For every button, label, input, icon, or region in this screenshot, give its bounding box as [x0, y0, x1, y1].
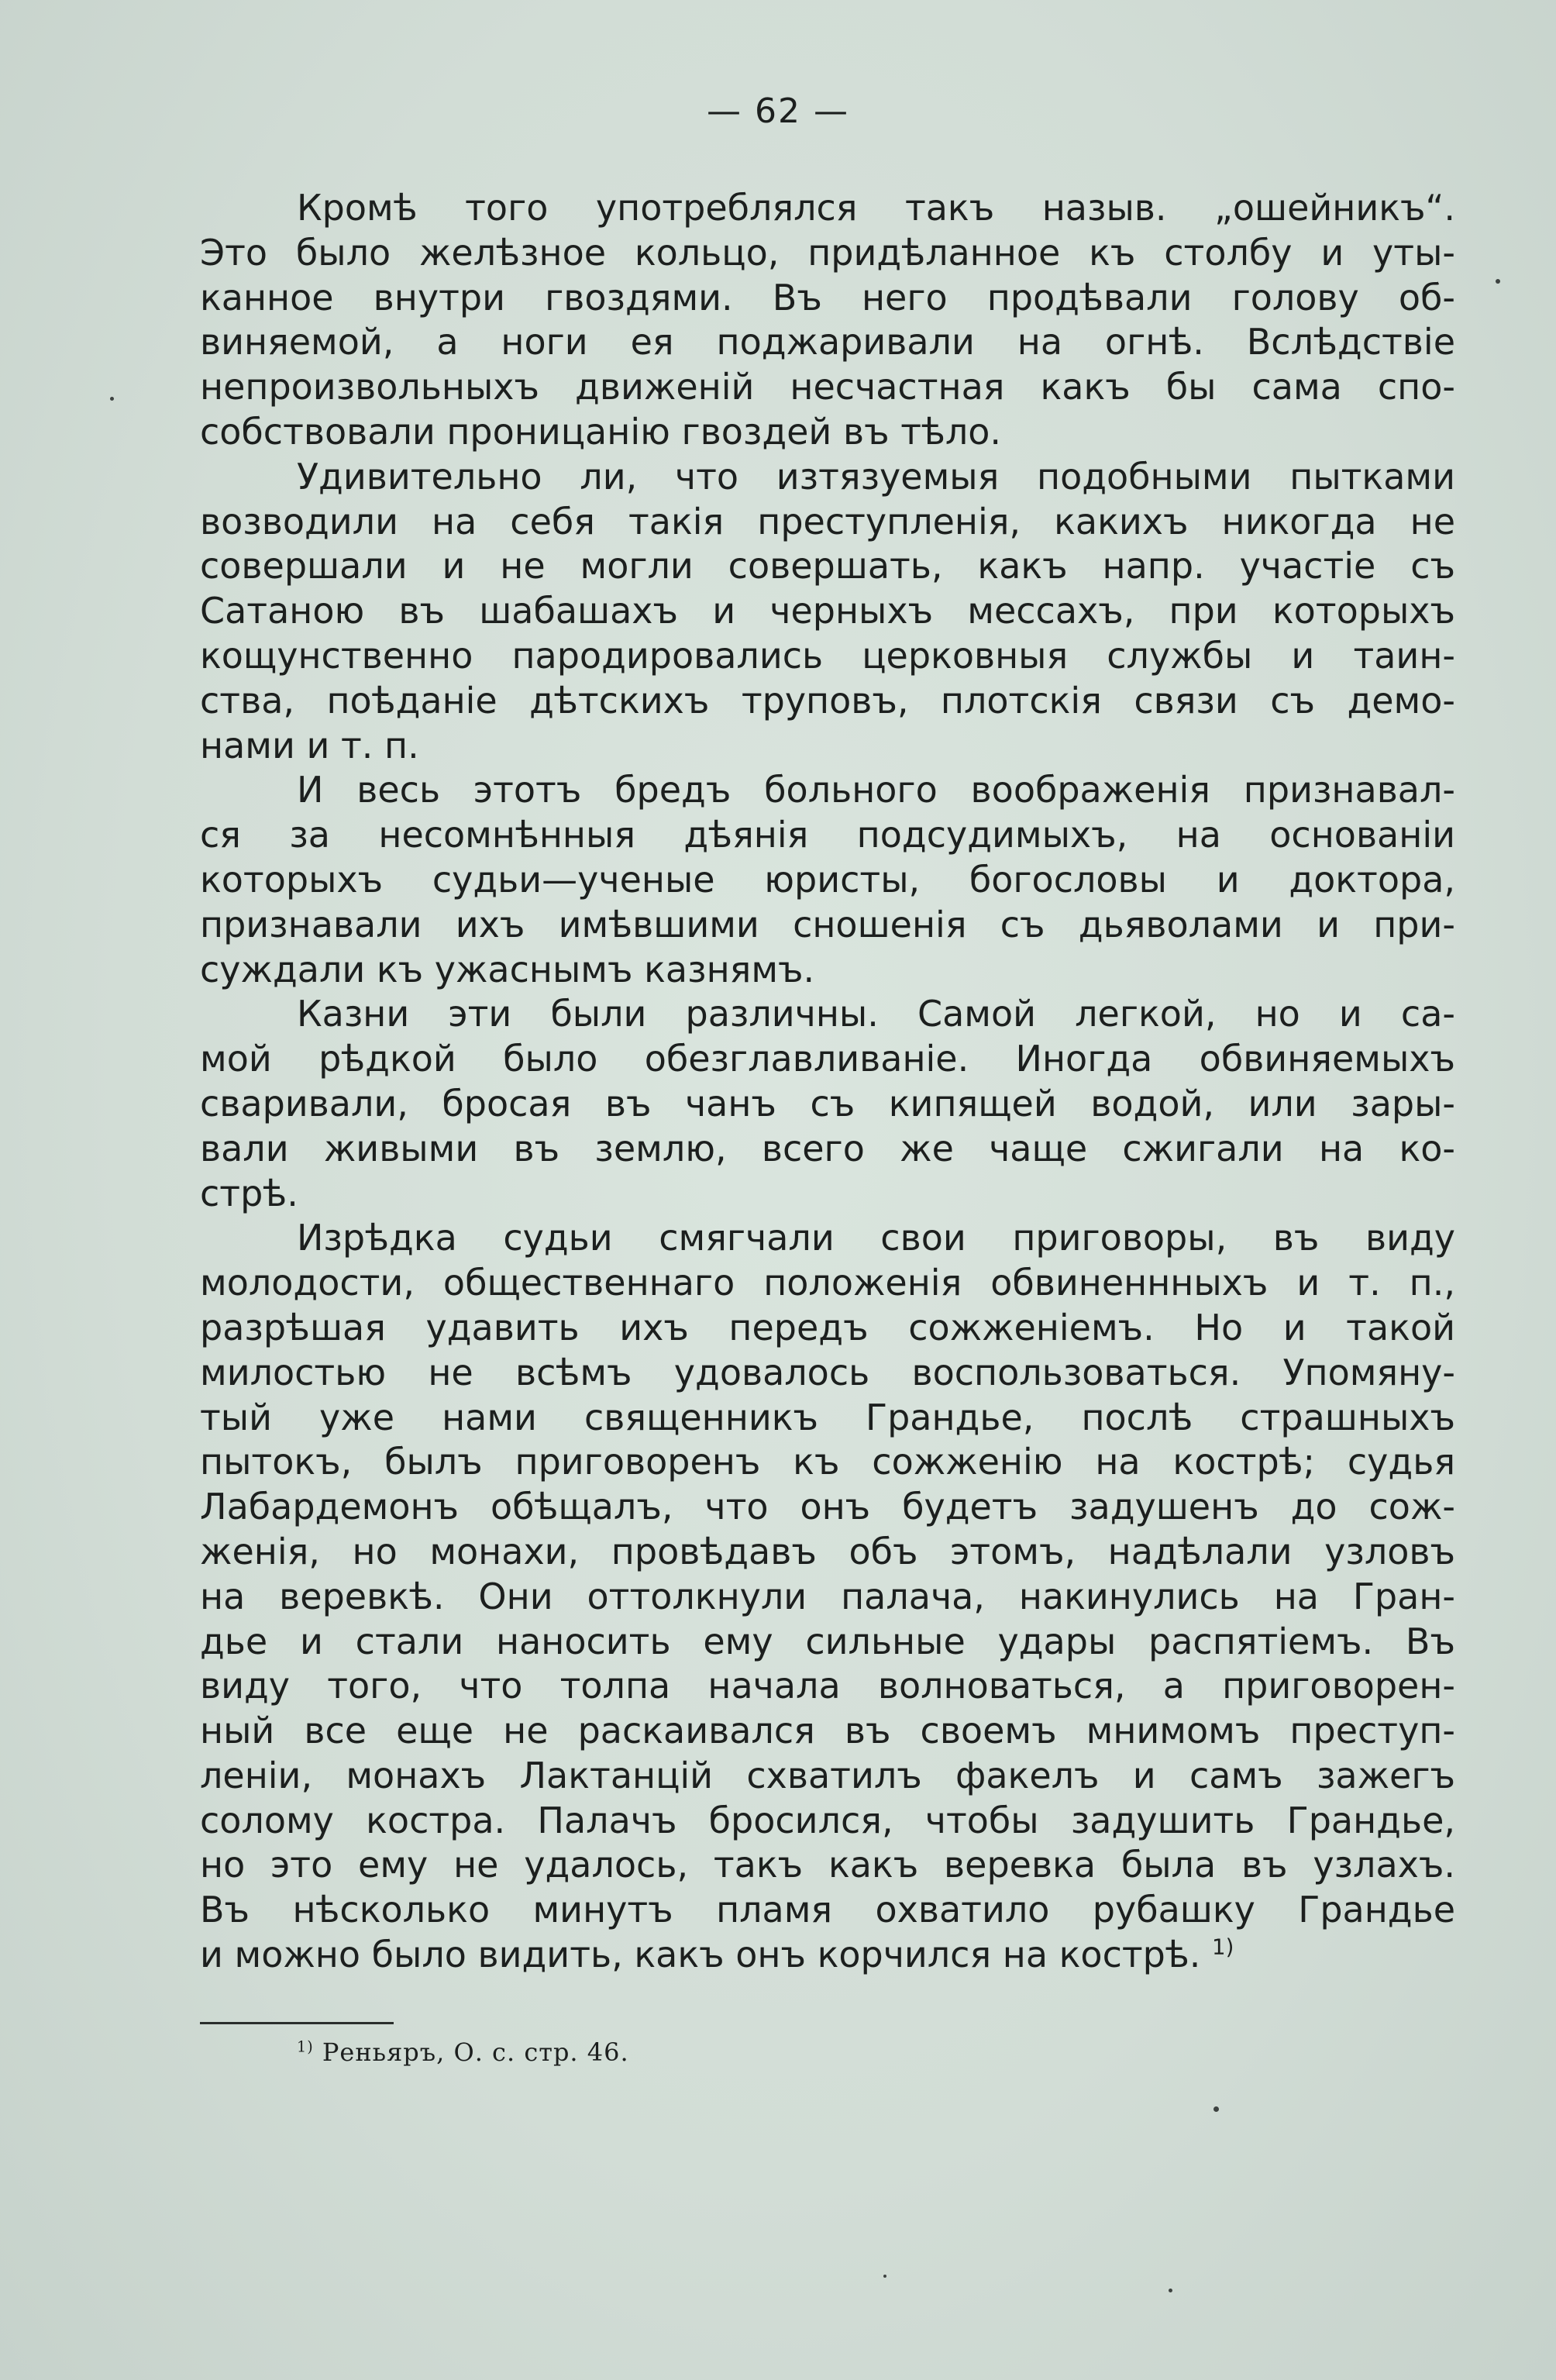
text-line: разрѣшая удавить ихъ передъ сожженіемъ. Но и такой [200, 1306, 1455, 1348]
text-line: но это ему не удалось, такъ какъ веревка была въ узлахъ. [200, 1844, 1455, 1886]
text-line: Сатаною въ шабашахъ и черныхъ мессахъ, при которыхъ [200, 590, 1455, 632]
text-line: Изрѣдка судьи смягчали свои приговоры, въ виду [297, 1217, 1455, 1259]
text-line: возводили на себя такія преступленія, какихъ никогда не [200, 500, 1455, 542]
footnote [297, 2037, 629, 2068]
footnote-reference[interactable]: 1) [1212, 1934, 1234, 1960]
text-line: Лабардемонъ обѣщалъ, что онъ будетъ задушенъ до сож- [200, 1486, 1455, 1528]
text-line: Удивительно ли, что изтязуемыя подобными пытками [297, 455, 1455, 498]
text-line: непроизвольныхъ движеній несчастная какъ бы сама спо- [200, 366, 1455, 408]
text-line: суждали къ ужаснымъ казнямъ. [200, 948, 815, 990]
text-line: милостью не всѣмъ удовалось воспользоваться. Упомяну- [200, 1351, 1455, 1393]
text-line: молодости, общественнаго положенія обвиненнныхъ и т. п., [200, 1262, 1455, 1304]
text-line: которыхъ судьи—ученые юристы, богословы и доктора, [200, 858, 1455, 901]
text-line: виняемой, а ноги ея поджаривали на огнѣ. Вслѣдствіе [200, 321, 1455, 363]
text-line: виду того, что толпа начала волноваться, а приговорен- [200, 1665, 1455, 1707]
footnote-divider [200, 2022, 394, 2024]
text-line: собствовали проницанію гвоздей въ тѣло. [200, 410, 1002, 453]
text-line: ный все еще не раскаивался въ своемъ мнимомъ преступ- [200, 1710, 1455, 1752]
text-line: нами и т. п. [200, 724, 419, 766]
text-line: на веревкѣ. Они оттолкнули палача, накинулись на Гран- [200, 1575, 1455, 1617]
text-line: канное внутри гвоздями. Въ него продѣвали голову об- [200, 276, 1455, 319]
scan-speck [110, 397, 114, 401]
text-line: И весь этотъ бредъ больного воображенія признавал- [297, 769, 1455, 811]
scan-speck [1169, 2289, 1172, 2292]
text-line: тый уже нами священникъ Грандье, послѣ страшныхъ [200, 1396, 1455, 1438]
text-line: стрѣ. [200, 1172, 298, 1214]
text-line: дье и стали наносить ему сильные удары распятіемъ. Въ [200, 1620, 1455, 1662]
text-line: леніи, монахъ Лактанцій схватилъ факелъ и самъ зажегъ [200, 1754, 1455, 1796]
paragraph [200, 992, 1455, 1216]
paragraph [200, 455, 1455, 769]
text-line: женія, но монахи, провѣдавъ объ этомъ, надѣлали узловъ [200, 1530, 1455, 1572]
text-line-content: и можно было видить, какъ онъ корчился на кострѣ. [200, 1934, 1201, 1976]
text-line: совершали и не могли совершать, какъ напр. участіе съ [200, 545, 1455, 587]
paragraph [200, 1216, 1455, 1978]
scan-speck [883, 2275, 886, 2278]
text-line: Кромѣ того употреблялся такъ назыв. „ошейникъ“. [297, 187, 1455, 229]
paragraph [200, 186, 1455, 455]
main-text [200, 186, 1455, 1978]
scan-speck [1213, 2106, 1219, 2112]
text-line: Казни эти были различны. Самой легкой, но и са- [297, 993, 1455, 1035]
text-line: пытокъ, былъ приговоренъ къ сожженію на кострѣ; судья [200, 1441, 1455, 1483]
footnote-text: Реньяръ, О. с. стр. 46. [322, 2037, 629, 2067]
text-line: ства, поѣданіе дѣтскихъ труповъ, плотскія связи съ демо- [200, 679, 1455, 722]
text-line [200, 1933, 1455, 1978]
footnote-marker: 1) [297, 2037, 314, 2056]
text-line: ся за несомнѣнныя дѣянія подсудимыхъ, на основаніи [200, 814, 1455, 856]
text-line: кощунственно пародировались церковныя службы и таин- [200, 634, 1455, 677]
page-number: — 62 — [707, 91, 849, 131]
scan-speck [1496, 279, 1500, 284]
text-line: солому костра. Палачъ бросился, чтобы задушить Грандье, [200, 1799, 1455, 1841]
text-line: сваривали, бросая въ чанъ съ кипящей водой, или зары- [200, 1082, 1455, 1125]
text-line: Это было желѣзное кольцо, придѣланное къ столбу и уты- [200, 231, 1455, 274]
text-line: признавали ихъ имѣвшими сношенія съ дьяволами и при- [200, 903, 1455, 945]
text-line: мой рѣдкой было обезглавливаніе. Иногда обвиняемыхъ [200, 1038, 1455, 1080]
text-line: вали живыми въ землю, всего же чаще сжигали на ко- [200, 1127, 1455, 1169]
paragraph [200, 768, 1455, 992]
text-line: Въ нѣсколько минутъ пламя охватило рубашку Грандье [200, 1889, 1455, 1931]
